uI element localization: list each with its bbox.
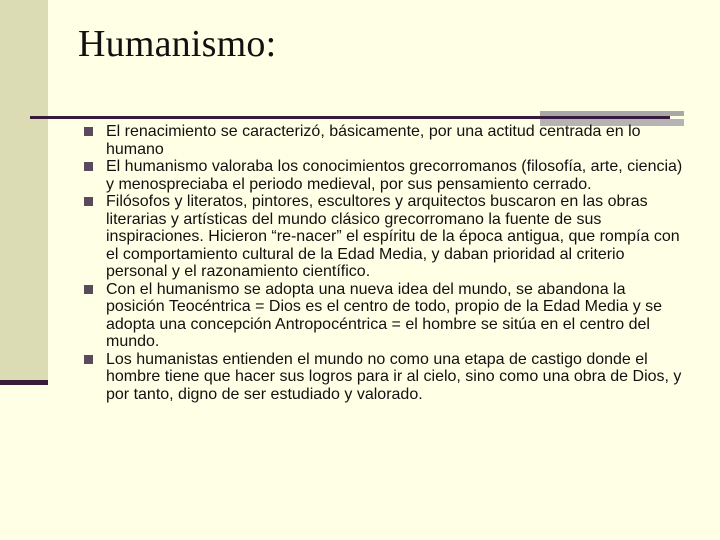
list-item (84, 158, 684, 193)
left-decorative-band (0, 0, 48, 385)
square-bullet-icon (84, 285, 93, 294)
list-item (84, 351, 684, 404)
bullet-text: Con el humanismo se adopta una nueva idea del mundo, se abandona la posición Teocéntrica = Dios es el centro de todo, propio de la Edad Media y se adopta una concepción Antropocéntrica = el hombre se sitúa en el centro del mundo. (106, 280, 663, 350)
bullet-list (84, 123, 684, 403)
list-item (84, 123, 684, 158)
title-rule (30, 116, 670, 119)
slide-title: Humanismo: (78, 23, 277, 65)
square-bullet-icon (84, 355, 93, 364)
square-bullet-icon (84, 127, 93, 136)
square-bullet-icon (84, 197, 93, 206)
left-band-divider (0, 380, 48, 385)
list-item (84, 281, 684, 351)
bullet-text: El humanismo valoraba los conocimientos grecorromanos (filosofía, arte, ciencia) y menospreciaba el periodo medieval, por sus pensamiento cerrado. (106, 158, 683, 193)
list-item (84, 193, 684, 281)
square-bullet-icon (84, 162, 93, 171)
bullet-text: Los humanistas entienden el mundo no como una etapa de castigo donde el hombre tiene que hacer sus logros para ir al cielo, sino como una obra de Dios, y por tanto, digno de ser estudiado y valorado. (106, 350, 682, 403)
bullet-text: El renacimiento se caracterizó, básicamente, por una actitud centrada en lo humano (106, 123, 641, 158)
bullet-text: Filósofos y literatos, pintores, escultores y arquitectos buscaron en las obras literarias y artísticas del mundo clásico grecorromano la fuente de sus inspiraciones. Hicieron “re-nacer” el espíritu de la época antigua, que rompía con el comportamiento cultural de la Edad Media, y daban prioridad al criterio personal y el razonamiento científico. (106, 193, 680, 280)
